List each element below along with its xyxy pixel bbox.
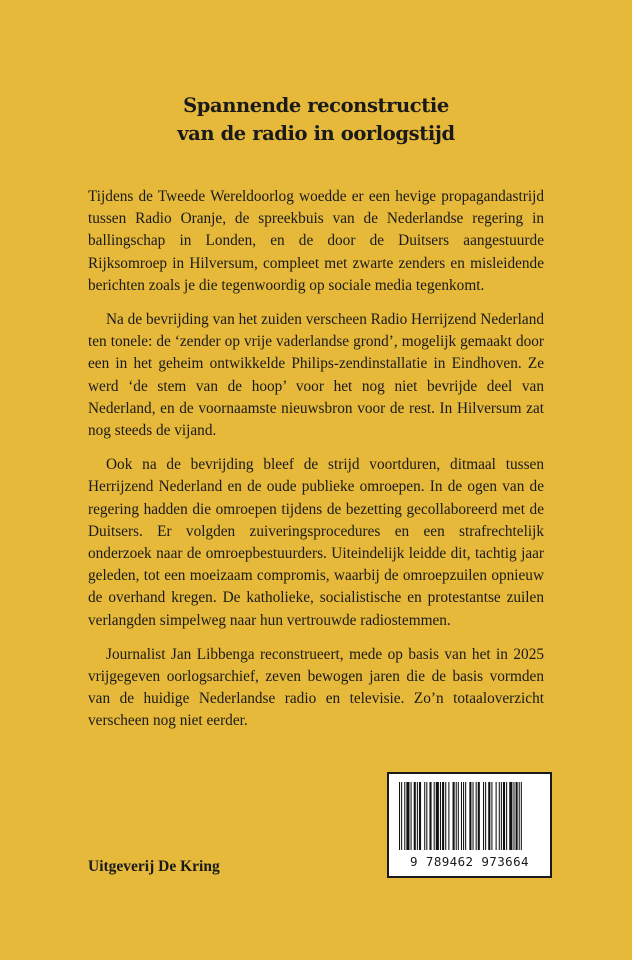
headline-line-2: van de radio in oorlogstijd (177, 122, 455, 145)
cover-headline (0, 92, 632, 148)
barcode-bar (417, 782, 418, 850)
barcode-bar (448, 782, 449, 850)
headline-line-1: Spannende reconstructie (183, 94, 449, 117)
barcode-bar (521, 782, 522, 850)
barcode-bar (436, 782, 439, 850)
barcode-bar (509, 782, 512, 850)
barcode-bar (456, 782, 457, 850)
barcode-bar (506, 782, 507, 850)
barcode-bar (473, 782, 474, 850)
publisher-name: Uitgeverij De Kring (88, 858, 220, 875)
barcode-bar (483, 782, 484, 850)
barcode-bar (499, 782, 500, 850)
barcode-bar (491, 782, 492, 850)
barcode-digits: 9 789462 973664 (410, 854, 529, 869)
barcode-bar (519, 782, 520, 850)
barcode-bar (453, 782, 455, 850)
barcode-bar (445, 782, 446, 850)
barcode-bar (516, 782, 518, 850)
barcode-bar (461, 782, 462, 850)
blurb-text (88, 186, 544, 745)
barcode-bar (429, 782, 431, 850)
barcode-bar (419, 782, 421, 850)
barcode-bar (513, 782, 514, 850)
barcode-bar (442, 782, 444, 850)
barcode-bar (426, 782, 427, 850)
blurb-paragraph-1: Tijdens de Tweede Wereldoorlog woedde er een hevige propagandastrijd tussen Radio Oranje, de spreekbuis van de Nederlandse regering in ballingschap in Londen, en de door de Duitsers aangestuurde Rijksomroep in Hilversum, compleet met zwarte zenders en misleidende berichten zoals je die tegenwoordig op sociale media tegenkomt. (88, 188, 544, 294)
isbn-barcode (387, 772, 552, 878)
barcode-bar (485, 782, 486, 850)
barcode-bar (463, 782, 464, 850)
barcode-bar (399, 782, 400, 850)
barcode-bar (496, 782, 497, 850)
barcode-bar (414, 782, 416, 850)
barcode-bar (503, 782, 505, 850)
blurb-paragraph-2: Na de bevrijding van het zuiden verscheen Radio Herrijzend Nederland ten tonele: de ‘zender op vrije vaderlandse grond’, mogelijk gemaakt door een in het geheim ontwikkelde Philips-zendinstallatie in Eindhoven. Ze werd ‘de stem van de hoop’ voor het nog niet bevrijde deel van Nederland, en de voornaamste nieuwsbron voor de rest. In Hilversum zat nog steeds de vijand. (88, 311, 544, 440)
barcode-bar (440, 782, 441, 850)
barcode-bars (397, 782, 542, 852)
barcode-bar (478, 782, 480, 850)
barcode-bar (404, 782, 405, 850)
barcode-bar (465, 782, 466, 850)
barcode-bar (406, 782, 409, 850)
barcode-bar (476, 782, 477, 850)
barcode-bar (424, 782, 425, 850)
blurb-paragraph-3: Ook na de bevrijding bleef de strijd voortduren, ditmaal tussen Herrijzend Nederland en de oude publieke omroepen. In de ogen van de regering hadden die omroepen tijdens de bezetting gecollaboreerd met de Duitsers. Er volgden zuiveringsprocedures en een strafrechtelijk onderzoek naar de omroepbestuurders. Uiteindelijk leidde dit, tachtig jaar geleden, tot een moeizaam compromis, waarbij de omroepzuilen opnieuw de overhand kregen. De katholieke, socialistische en protestantse zuilen verlangden simpelweg naar hun vertrouwde radiostemmen. (88, 456, 544, 629)
barcode-bar (411, 782, 412, 850)
barcode-bar (488, 782, 490, 850)
barcode-bar (434, 782, 435, 850)
barcode-bar (501, 782, 502, 850)
barcode-bar (401, 782, 402, 850)
barcode-bar (469, 782, 471, 850)
barcode-bar (458, 782, 459, 850)
blurb-paragraph-4: Journalist Jan Libbenga reconstrueert, mede op basis van het in 2025 vrijgegeven oorlogsarchief, zeven bewogen jaren die de basis vormden van de huidige Nederlandse radio en televisie. Zo’n totaaloverzicht verscheen nog niet eerder. (88, 645, 544, 730)
